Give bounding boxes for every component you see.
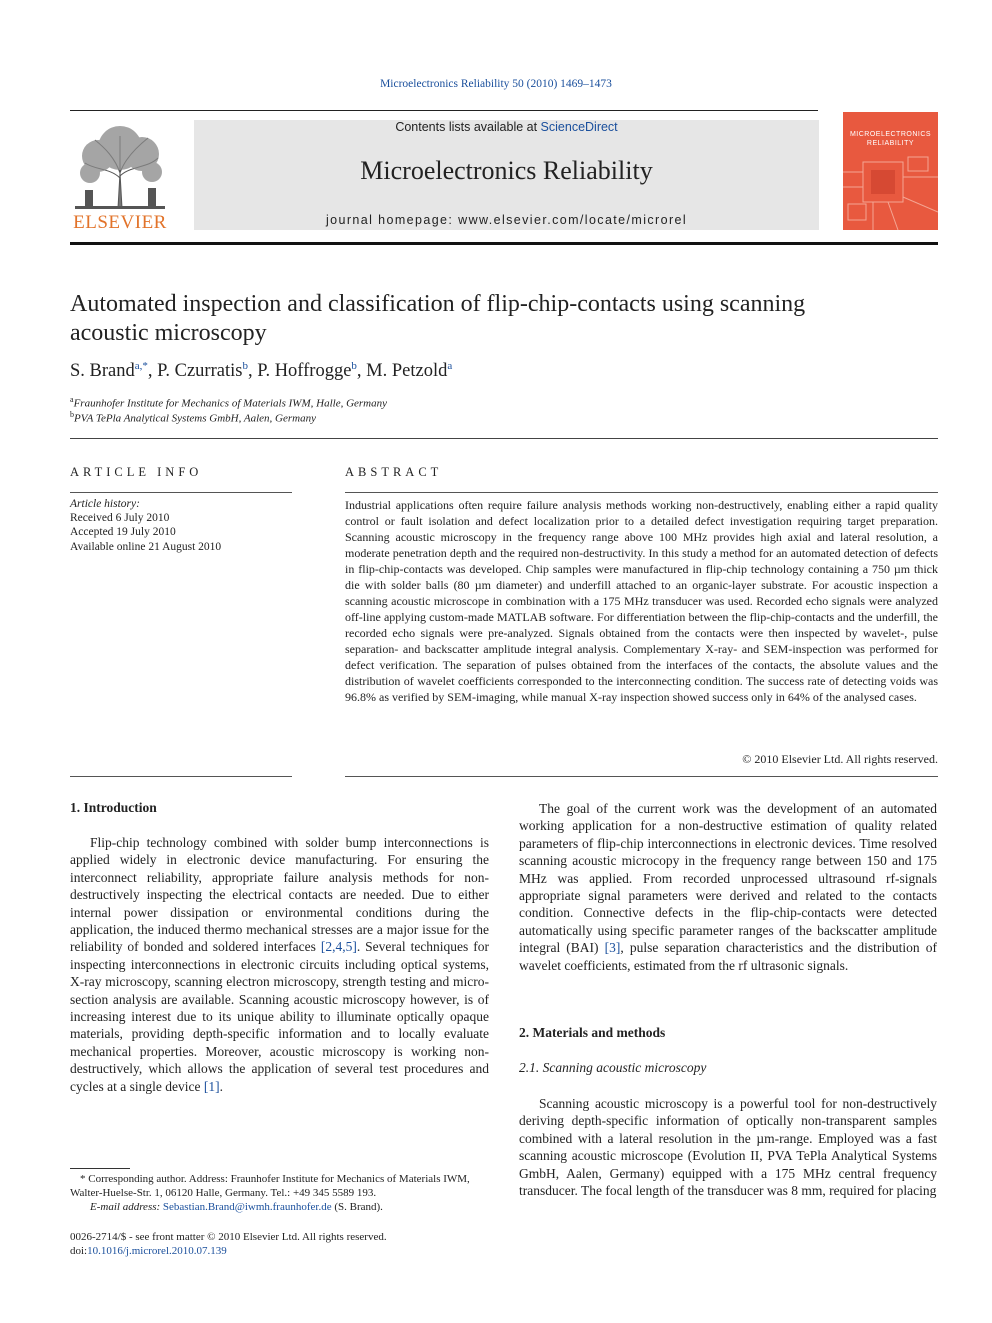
issn-line: 0026-2714/$ - see front matter © 2010 Elsevier Ltd. All rights reserved. [70,1231,387,1243]
section-heading-methods: 2. Materials and methods [519,1025,666,1040]
header-bottom-rule [70,242,938,245]
abstract-heading: ABSTRACT [345,465,443,479]
author-affiliation-marker[interactable]: a [447,360,453,372]
front-matter-note [70,1230,490,1258]
accepted-date: Accepted 19 July 2010 [70,526,176,538]
reference-link[interactable]: [3] [604,940,621,956]
intro-paragraph-1 [70,834,489,1095]
intro-text: , pulse separation characteristics and the distribution of wavelet coefficients, estimated from the rf ultrasonic signals. [519,940,937,973]
footnote-rule [70,1168,130,1169]
email-suffix: (S. Brand). [331,1201,383,1213]
cover-circuit-graphic [843,152,938,230]
author-separator: , [356,361,367,382]
intro-text: . Several techniques for inspecting interconnections in electronic circuits including optical systems, X-ray microscopy, scanning electron microscopy, strength testing and micro-section analysis are available. Scanning acoustic microscopy however, is of increasing interest due to its unique ability to illuminate optically opaque materials, providing depth-specific information and to locally evaluate mechanical properties. Moreover, acoustic microscopy is working non-destructively, which allows the application of several test procedures and cycles at a single device [70,939,489,1094]
article-title [70,290,938,348]
article-info-heading: ARTICLE INFO [70,465,203,479]
header-top-rule [70,110,818,111]
title-block-rule [70,438,938,439]
corresponding-author-footnote [70,1172,490,1214]
reference-link[interactable]: [2,4,5] [320,939,357,955]
affiliation-marker: b [70,410,74,419]
journal-homepage[interactable]: journal homepage: www.elsevier.com/locate/microrel [325,213,688,227]
methods-paragraph-1: Scanning acoustic microscopy is a powerful tool for non-destructively deriving depth-specific information of optically non-transparent samples combined with a lateral resolution in the µm-range. Employed was a fast scanning acoustic microscope (Evolution II, PVA TePla Analytical Systems GmbH, Aalen, Germany) equipped with a 175 MHz central frequency transducer. The focal length of the transducer was 8 mm, required for placing [519,1096,937,1199]
author-affiliation-marker[interactable]: b [351,360,357,372]
cover-title-line2: RELIABILITY [866,140,915,147]
author-name: P. Hoffrogge [257,361,352,382]
author-name: P. Czurratis [157,361,243,382]
affiliation-text: PVA TePla Analytical Systems GmbH, Aalen, Germany [74,412,316,425]
cover-title [843,130,938,148]
author-name: S. Brand [70,361,135,382]
sciencedirect-link[interactable]: ScienceDirect [540,120,618,134]
journal-title: Microelectronics Reliability [360,156,653,185]
author-affiliation-marker[interactable]: b [242,360,248,372]
article-title-line2: acoustic microscopy [70,320,267,346]
article-title-line1: Automated inspection and classification of flip-chip-contacts using scanning [70,291,806,317]
footnote-text: Corresponding author. Address: Fraunhofer Institute for Mechanics of Materials IWM, Walter-Huelse-Str. 1, 06120 Halle, Germany. Tel.: +49 345 5589 193. [70,1173,470,1199]
author-name: M. Petzold [366,361,448,382]
intro-text: . [219,1078,223,1094]
abstract-bottom-rule [345,776,938,777]
affiliation-text: Fraunhofer Institute for Mechanics of Materials IWM, Halle, Germany [73,397,388,410]
intro-text: The goal of the current work was the development of an automated working application for a non-destructive estimation of quality related parameters of flip-chip interconnections in electronic devices. Time resolved scanning acoustic microcopy in the frequency range between 150 and 175 MHz was applied. From recorded unprocessed ultrasound rf-signals appropriate signal parameters were derived and related to the contacts condition. Connective defects in the flip-chip-contacts were detected automatically using specific parameter ranges of the backscatter amplitude integral (BAI) [519,801,937,956]
email-label: E-mail address: [90,1201,163,1213]
author-separator: , [247,361,258,382]
online-date: Available online 21 August 2010 [70,541,222,553]
elsevier-wordmark: ELSEVIER [73,212,167,233]
abstract-copyright: © 2010 Elsevier Ltd. All rights reserved. [742,752,938,766]
contents-prefix: Contents lists available at [395,120,541,134]
intro-paragraph-2 [519,800,937,974]
email-link[interactable]: Sebastian.Brand@iwmh.fraunhofer.de [162,1201,332,1213]
cover-title-line1: MICROELECTRONICS [849,131,932,138]
affiliation-marker: a [70,395,74,404]
author-affiliation-marker[interactable]: a,* [134,360,148,372]
journal-citation[interactable]: Microelectronics Reliability 50 (2010) 1469–1473 [380,78,612,90]
journal-cover-image [843,112,938,230]
subsection-heading-sam: 2.1. Scanning acoustic microscopy [519,1060,707,1075]
intro-text: Flip-chip technology combined with solder bump interconnections is applied widely in electronic device manufacturing. For ensuring the interconnect reliability, appropriate failure analysis methods for non-destructively inspecting the electrical contacts are needed. Due to either internal power dissipation or environmental conditions during the application, the induced thermo mechanical stresses are a major issue for the reliability of bonded and soldered interfaces [70,835,489,955]
doi-label: doi: [70,1245,88,1257]
article-history-label: Article history: [70,498,140,510]
section-heading-introduction: 1. Introduction [70,800,157,815]
doi-link[interactable]: 10.1016/j.microrel.2010.07.139 [87,1245,227,1257]
author-separator: , [147,361,158,382]
contents-line [194,120,819,134]
abstract-text: Industrial applications often require failure analysis methods working non-destructively, enabling either a rapid quality control or fault isolation and defect localization prior to a detailed defect investigation requiring target preparation. Scanning acoustic microscopy in the frequency range above 100 MHz provides high axial and lateral resolution, a moderate penetration depth and the required non-destructivity. In this study a method for an automated detection of defects in flip-chip-contacts was developed. Chip samples were manufactured in flip-chip technology containing a 750 µm thick die with solder balls (80 µm diameter) and underfill attached to an organic-layer substrate. For acoustic inspection a scanning acoustic microscope in combination with a 175 MHz transducer was used. Recorded echo signals were analyzed off-line applying custom-made MATLAB software. For differentiation between the flip-chip-contacts and the underfill, the recorded echo signals were pre-analyzed. Signals obtained from the contacts were then inspected by wavelet-, pulse separation- and backscatter amplitude integral analysis. Complementary X-ray- and SEM-inspection was performed for defect verification. The separation of pulses obtained from the interfaces of the contacts, the absolute values and the distribution of wavelet coefficients corresponded to the interconnecting condition. The success rate of detecting voids was 96.8% as verified by SEM-imaging, while manual X-ray inspection showed success only in 64% of the analysed cases. [345,498,938,704]
abstract-rule [345,492,938,493]
affiliation [70,410,938,425]
article-info-rule [70,492,292,493]
footnote-marker: * [80,1173,86,1185]
article-info-bottom-rule [70,776,292,777]
author-list [70,360,938,382]
affiliation [70,395,938,410]
reference-link[interactable]: [1] [203,1078,220,1094]
received-date: Received 6 July 2010 [70,512,170,524]
